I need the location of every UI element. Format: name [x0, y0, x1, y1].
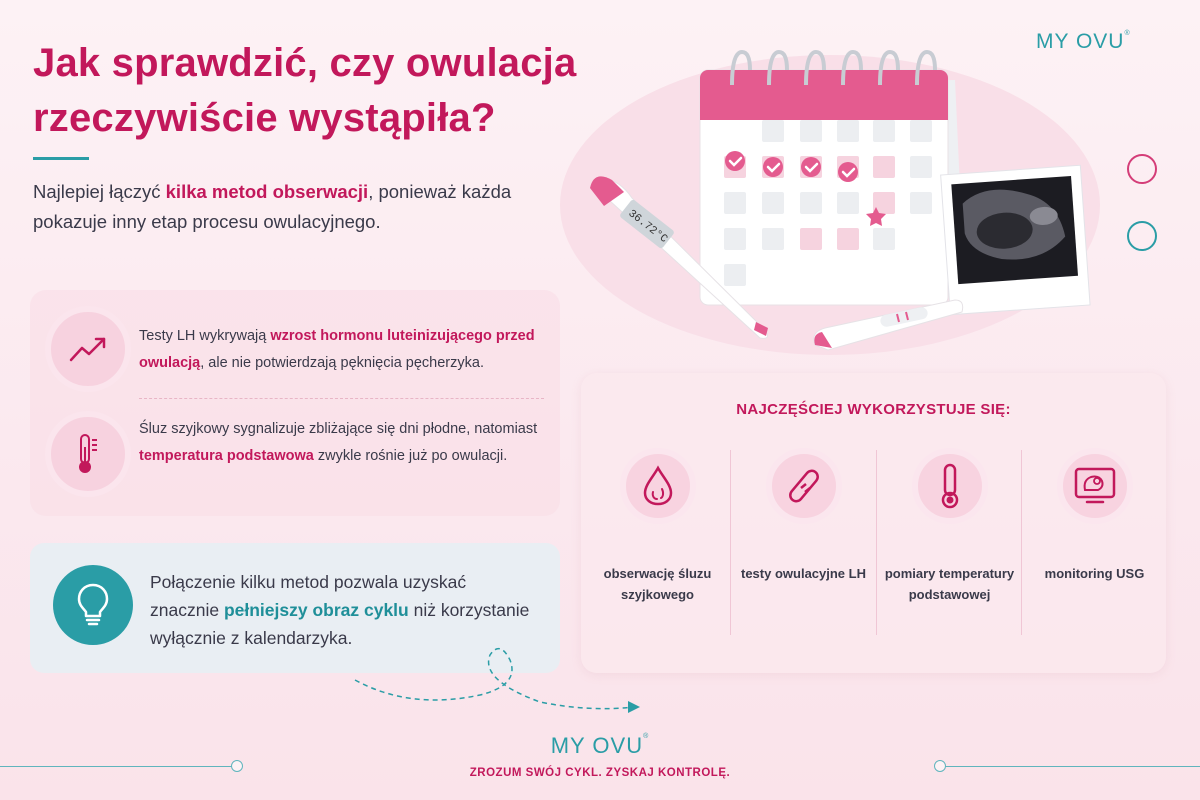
method-ultrasound [1022, 448, 1167, 638]
intro-highlight: kilka metod obserwacji [165, 181, 369, 202]
drop-icon-svg [641, 465, 675, 507]
lh-text-pre: Testy LH wykrywają [139, 328, 271, 344]
lightbulb-icon-svg [76, 582, 110, 628]
thermometer-icon-svg [73, 432, 103, 476]
page-title: Jak sprawdzić, czy owulacja rzeczywiście wystąpiła? [33, 41, 577, 140]
mucus-text-highlight: temperatura podstawowa [139, 448, 314, 464]
tip-text-pre: Połączenie kilku metod pozwala uzyskać znacznie [150, 572, 467, 620]
ultrasound-photo [941, 165, 1090, 314]
methods-heading: NAJCZĘŚCIEJ WYKORZYSTUJE SIĘ: [736, 401, 1011, 418]
lightbulb-icon [53, 565, 133, 645]
slogan: ZROZUM SWÓJ CYKL. ZYSKAJ KONTROLĘ. [469, 767, 731, 779]
method-lh-tests [731, 448, 876, 638]
trend-up-icon [45, 306, 131, 392]
method-temperature [877, 448, 1022, 638]
decorative-ring-teal [1127, 221, 1157, 251]
brand-trademark: ® [643, 733, 650, 740]
intro-text [33, 177, 553, 237]
ovulation-test-icon [766, 448, 842, 524]
lh-text-highlight: wzrost hormonu luteinizującego przed owulacją [139, 328, 535, 371]
tip-text-post: niż korzystanie wyłącznie z kalendarzyka. [150, 600, 530, 648]
thermometer-reading: 36.72°C [625, 207, 670, 246]
thermometer-icon [912, 448, 988, 524]
method-label-lh: testy owulacyjne LH [741, 566, 866, 581]
intro-post: , ponieważ każda pokazuje inny etap procesu owulacyjnego. [33, 181, 512, 232]
brand-name: MY OVU [1036, 30, 1125, 53]
trend-up-icon-svg [68, 334, 108, 364]
ultrasound-icon [1057, 448, 1133, 524]
thermometer-icon [45, 411, 131, 497]
lh-text-post: , ale nie potwierdzają pęknięcia pęcherzyka. [200, 355, 484, 371]
brand-name: MY OVU [550, 733, 644, 758]
brand-trademark: ® [1124, 30, 1131, 37]
method-label-ultrasound: monitoring USG [1044, 566, 1145, 581]
thermometer-method-icon-svg [937, 462, 963, 510]
brand-logo-bottom [0, 733, 1200, 759]
mucus-text-pre: Śluz szyjkowy sygnalizuje zbliżające się dni płodne, natomiast [139, 421, 538, 437]
method-label-mucus: obserwację śluzu szyjkowego [603, 566, 712, 602]
method-mucus [585, 448, 730, 638]
calendar-illustration [560, 30, 1120, 370]
mucus-temperature-text [139, 416, 549, 470]
mucus-text-post: zwykle rośnie już po owulacji. [313, 448, 508, 464]
ultrasound-icon-svg [1073, 466, 1117, 506]
title-underline [33, 157, 89, 160]
method-label-temperature: pomiary temperatury podstawowej [884, 566, 1015, 602]
drop-icon [620, 448, 696, 524]
intro-pre: Najlepiej łączyć [33, 181, 166, 202]
tip-text-highlight: pełniejszy obraz cyklu [223, 600, 409, 620]
ovulation-test-icon-svg [784, 466, 824, 506]
card-divider [139, 398, 544, 399]
decorative-ring-pink [1127, 154, 1157, 184]
lh-test-text [139, 323, 549, 377]
calendar [700, 52, 948, 305]
